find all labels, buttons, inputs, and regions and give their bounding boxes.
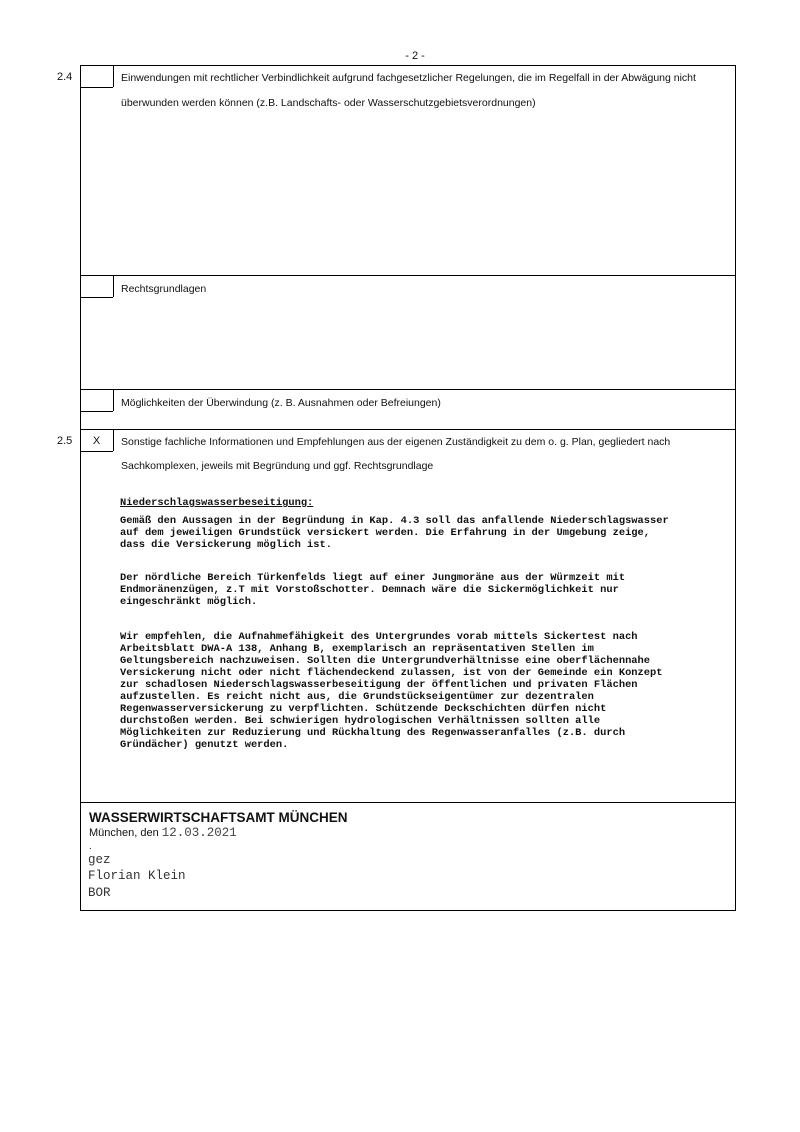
section-text: Sachkomplexen, jeweils mit Begründung und ggf. Rechtsgrundlage <box>121 460 434 472</box>
section-number: 2.5 <box>57 435 73 447</box>
checkbox-border <box>113 389 114 411</box>
section-text: Möglichkeiten der Überwindung (z. B. Ausnahmen oder Befreiungen) <box>121 397 441 409</box>
checkbox-border <box>113 429 114 451</box>
dot-mark: . <box>89 841 92 852</box>
divider-line <box>80 429 736 430</box>
signature-gez: gez <box>88 853 111 867</box>
checkbox-border <box>113 65 114 87</box>
checkbox-border <box>80 411 113 412</box>
date-value: 12.03.2021 <box>161 826 237 840</box>
authority-name: WASSERWIRTSCHAFTSAMT MÜNCHEN <box>89 810 348 825</box>
checkbox-border <box>113 275 114 297</box>
statement-heading: Niederschlagswasserbeseitigung: <box>120 497 314 509</box>
signature-title: BOR <box>88 886 111 900</box>
section-number: 2.4 <box>57 71 73 83</box>
section-checkbox-checked[interactable]: X <box>92 435 101 447</box>
section-text: Sonstige fachliche Informationen und Empfehlungen aus der eigenen Zuständigkeit zu dem o. g. Plan, gegliedert nach <box>121 436 671 448</box>
checkbox-border <box>80 451 113 452</box>
section-text: überwunden werden können (z.B. Landschafts- oder Wasserschutzgebietsverordnungen) <box>121 97 536 109</box>
divider-line <box>80 389 736 390</box>
page-number: - 2 - <box>405 50 425 62</box>
checkbox-border <box>80 87 113 88</box>
statement-paragraph: Der nördliche Bereich Türkenfelds liegt auf einer Jungmoräne aus der Würmzeit mit Endmoränenzügen, z.T mit Vorstoßschotter. Demnach wäre die Sickermöglichkeit nur eingeschränkt möglich. <box>120 572 626 608</box>
date-label: München, den <box>89 827 162 839</box>
section-text: Rechtsgrundlagen <box>121 283 207 295</box>
statement-paragraph: Gemäß den Aussagen in der Begründung in Kap. 4.3 soll das anfallende Niederschlagswasser auf dem jeweiligen Grundstück versickert werden. Die Erfahrung in der Umgebung zeige, dass die Versickerung möglich ist. <box>120 515 669 551</box>
divider-line <box>80 275 736 276</box>
signature-name: Florian Klein <box>88 869 186 883</box>
section-text: Einwendungen mit rechtlicher Verbindlichkeit aufgrund fachgesetzlicher Regelungen, die im Regelfall in der Abwägung nicht <box>121 72 696 84</box>
form-frame <box>80 65 736 911</box>
date-line <box>89 826 237 840</box>
divider-line <box>80 802 736 803</box>
checkbox-border <box>80 297 113 298</box>
statement-paragraph: Wir empfehlen, die Aufnahmefähigkeit des Untergrundes vorab mittels Sickertest nach Arbeitsblatt DWA-A 138, Anhang B, exemplarisch an repräsentativen Stellen im Geltungsbereich nachzuweisen. Sollten die Untergrundverhältnisse eine oberflächennahe Versickerung nicht oder nicht flächendeckend zulassen, ist von der Gemeinde ein Konzept zur schadlosen Niederschlagswasserbeseitigung der öffentlichen und privaten Flächen aufzustellen. Es reicht nicht aus, die Grundstückseigentümer zur dezentralen Regenwasserversickerung zu verpflichten. Schützende Deckschichten dürfen nicht durchstoßen werden. Bei schwierigen hydrologischen Verhältnissen sollten alle Möglichkeiten zur Reduzierung und Rückhaltung des Regenwasseranfalles (z.B. durch Gründächer) genutzt werden. <box>120 631 663 751</box>
